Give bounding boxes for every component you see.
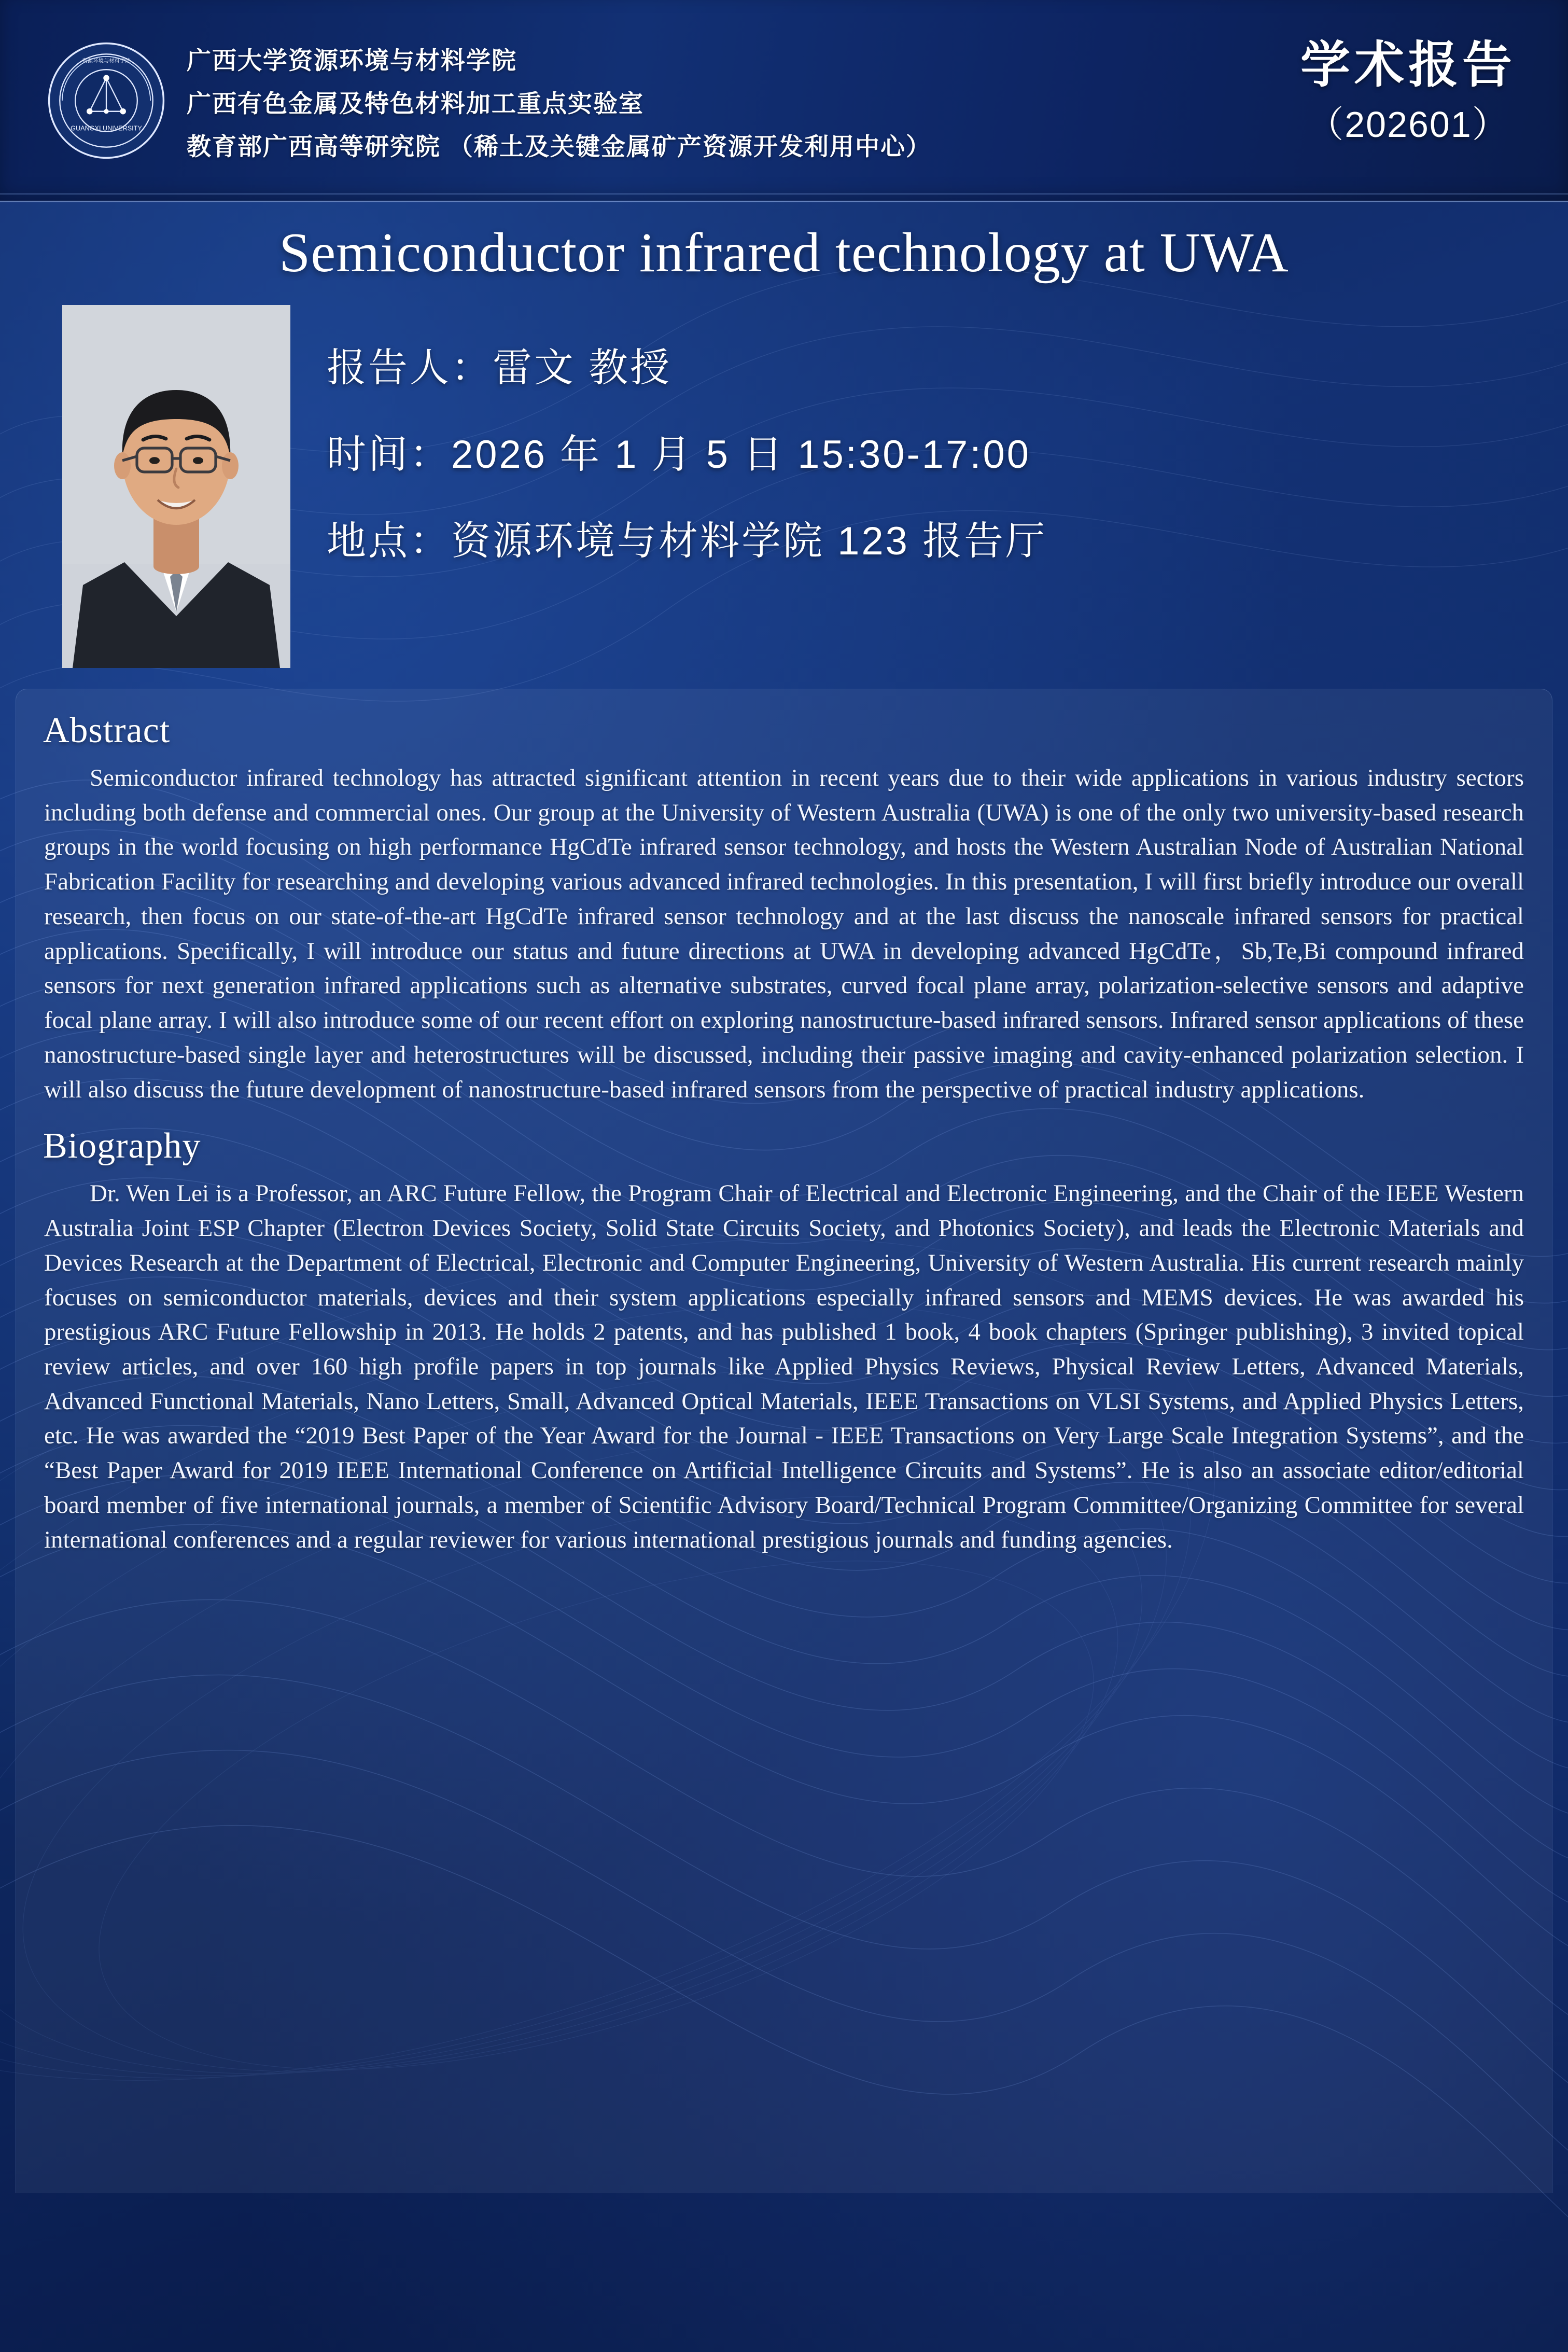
content-panel — [16, 689, 1552, 2193]
org-line-2: 广西有色金属及特色材料加工重点实验室 — [187, 90, 644, 117]
university-logo-icon — [47, 41, 166, 160]
speaker-portrait — [62, 305, 290, 668]
page-title: Semiconductor infrared technology at UWA — [279, 222, 1289, 284]
report-badge — [1300, 39, 1547, 162]
speaker-presenter: 报告人：雷文 教授 — [327, 346, 672, 390]
svg-text:GUANGXI UNIVERSITY: GUANGXI UNIVERSITY — [71, 124, 142, 132]
organization-names — [187, 38, 1300, 162]
poster-header — [0, 0, 1568, 202]
biography-heading: Biography — [43, 1126, 201, 1166]
speaker-section — [0, 295, 1568, 684]
abstract-heading: Abstract — [43, 711, 171, 750]
report-badge-title: 学术报告 — [1300, 37, 1516, 93]
speaker-time: 时间：2026 年 1 月 5 日 15:30-17:00 — [327, 433, 1031, 477]
org-line-1: 广西大学资源环境与材料学院 — [187, 47, 517, 74]
speaker-venue: 地点：资源环境与材料学院 123 报告厅 — [327, 519, 1047, 563]
svg-text:资源环境与材料学院: 资源环境与材料学院 — [82, 58, 131, 64]
biography-text: Dr. Wen Lei is a Professor, an ARC Future Fellow, the Program Chair of Electrical and Electronic Engineering, and the Chair of the IEEE Western Australia Joint ESP Chapter (Electron Devices Society, Solid State Circuits Society, and Photonics Society), and leads the Electronic Materials and Devices Research at the Department of Electrical, Electronic and Computer Engineering, University of Western Australia. His current research mainly focuses on semiconductor materials, devices and their system applications especially infrared sensors and MEMS devices. He was awarded his prestigious ARC Future Fellowship in 2013. He holds 2 patents, and has published 1 book, 4 book chapters (Springer publishing), 3 invited topical review articles, and over 160 high profile papers in top journals like Applied Physics Reviews, Physical Review Letters, Advanced Materials, Advanced Functional Materials, Nano Letters, Small, Advanced Optical Materials, IEEE Transactions on VLSI Systems, and Applied Physics Letters, etc. He was awarded the “2019 Best Paper of the Year Award for the Journal - IEEE Transactions on Very Large Scale Integration Systems”, and the “Best Paper Award for 2019 IEEE International Conference on Artificial Intelligence Circuits and Systems”. He is also an associate editor/editorial board member of five international journals, a member of Scientific Advisory Board/Technical Program Committee/Organizing Committee for several international conferences and a regular reviewer for various international prestigious journals and funding agencies. — [44, 1180, 1524, 1553]
speaker-info — [290, 305, 1547, 566]
org-line-3: 教育部广西高等研究院 （稀土及关键金属矿产资源开发利用中心） — [187, 133, 932, 160]
report-badge-number: （202601） — [1307, 104, 1509, 145]
abstract-text: Semiconductor infrared technology has attracted significant attention in recent years due to their wide applications in various industry sectors including both defense and commercial ones. Our group at the University of Western Australia (UWA) is one of the only two university-based research groups in the world focusing on high performance HgCdTe infrared sensor technology, and hosts the Western Australian Node of Australian National Fabrication Facility for researching and developing various advanced infrared technologies. In this presentation, I will first briefly introduce our overall research, then focus on our state-of-the-art HgCdTe infrared sensor technology and at the last discuss the nanoscale infrared sensors for practical applications. Specifically, I will introduce our status and future directions at UWA in developing advanced HgCdTe，Sb,Te,Bi compound infrared sensors for next generation infrared applications such as alternative substrates, curved focal plane array, polarization-selective sensors and adaptive focal plane array. I will also introduce some of our recent effort on exploring nanostructure-based infrared sensors. Infrared sensor applications of these nanostructure-based single layer and heterostructures will be discussed, including their passive imaging and cavity-enhanced polarization selection. I will also discuss the future development of nanostructure-based infrared sensors from the perspective of practical industry applications. — [44, 764, 1524, 1103]
